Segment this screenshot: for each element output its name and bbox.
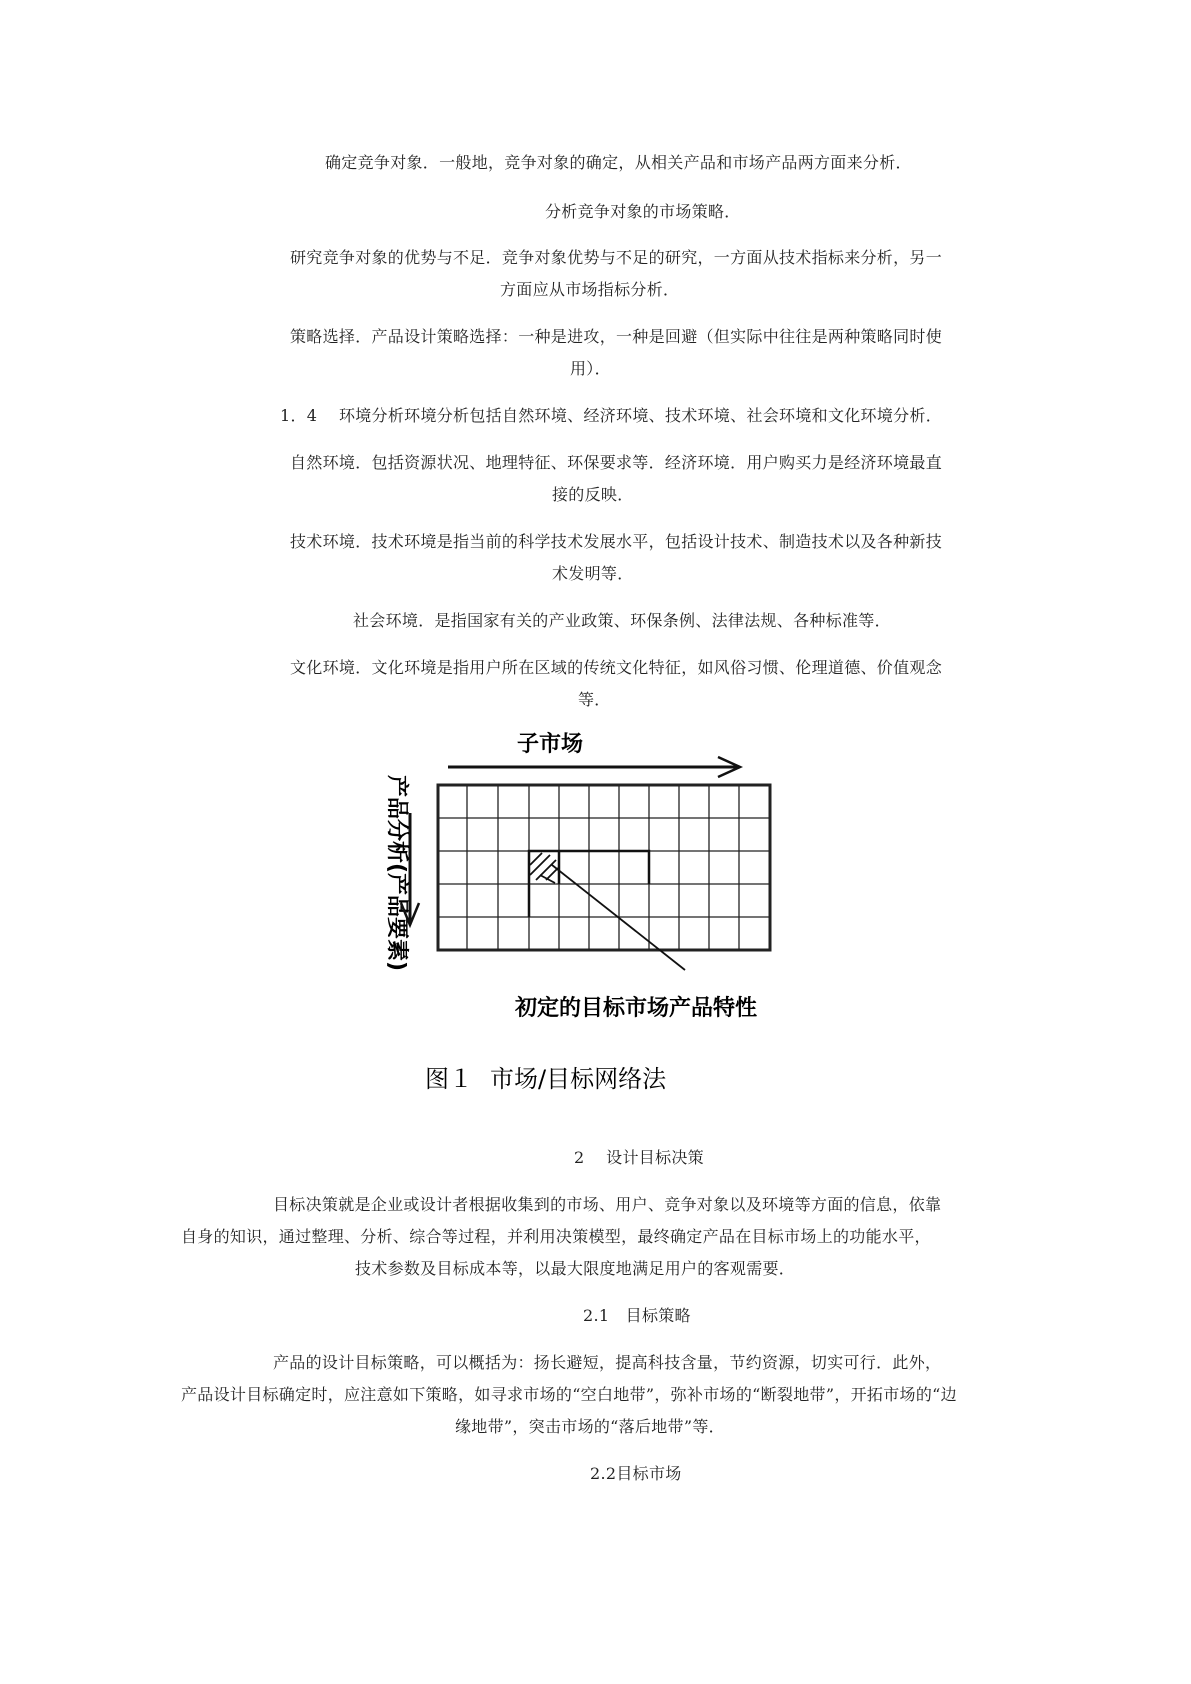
section-2-2-heading: 2.2目标市场 [590, 1464, 682, 1483]
para-target-strategy-line3: 缘地带”，突击市场的“落后地带”等． [455, 1417, 725, 1436]
para-research-line2: 方面应从市场指标分析． [500, 280, 680, 299]
figure-caption-number: 图１ [425, 1065, 473, 1093]
para-environment-heading: 1．4 环境分析环境分析包括自然环境、经济环境、技术环境、社会环境和文化环境分析． [280, 406, 943, 425]
para-culture-line1: 文化环境．文化环境是指用户所在区域的传统文化特征，如风俗习惯、伦理道德、价值观念 [290, 658, 943, 677]
para-decision-line2: 自身的知识，通过整理、分析、综合等过程，并利用决策模型，最终确定产品在目标市场上的功能水平， [181, 1227, 931, 1246]
para-strategy-line2: 用）． [570, 359, 611, 378]
section-2-1-heading: 2.1 目标策略 [583, 1306, 691, 1325]
para-determine-competitor: 确定竞争对象．一般地，竞争对象的确定，从相关产品和市场产品两方面来分析． [325, 153, 912, 172]
para-strategy-line1: 策略选择．产品设计策略选择：一种是进攻，一种是回避（但实际中往往是两种策略同时使 [290, 327, 943, 346]
para-decision-line3: 技术参数及目标成本等，以最大限度地满足用户的客观需要． [355, 1259, 796, 1278]
para-tech-line2: 术发明等． [552, 564, 634, 583]
para-decision-line1: 目标决策就是企业或设计者根据收集到的市场、用户、竞争对象以及环境等方面的信息，依靠 [273, 1195, 942, 1214]
figure-market-grid [360, 725, 830, 1125]
para-social: 社会环境．是指国家有关的产业政策、环保条例、法律法规、各种标准等． [353, 611, 891, 630]
para-natural-line2: 接的反映． [552, 485, 634, 504]
figure-top-label: 子市场 [516, 732, 584, 757]
figure-caption-title: 市场/目标网络法 [490, 1065, 667, 1093]
figure-left-label: 产品分析(产品要素) [384, 775, 409, 972]
para-natural-line1: 自然环境．包括资源状况、地理特征、环保要求等．经济环境．用户购买力是经济环境最直 [290, 453, 943, 472]
para-culture-line2: 等． [578, 690, 611, 709]
para-target-strategy-line1: 产品的设计目标策略，可以概括为：扬长避短，提高科技含量，节约资源，切实可行．此外， [273, 1353, 942, 1372]
market-grid-diagram [360, 725, 830, 1125]
para-analyze-strategy: 分析竞争对象的市场策略． [545, 202, 741, 221]
para-tech-line1: 技术环境．技术环境是指当前的科学技术发展水平，包括设计技术、制造技术以及各种新技 [290, 532, 943, 551]
para-target-strategy-line2: 产品设计目标确定时，应注意如下策略，如寻求市场的“空白地带”，弥补市场的“断裂地带”，开拓市场的“边 [181, 1385, 957, 1404]
grid-lines [438, 785, 770, 950]
para-research-line1: 研究竞争对象的优势与不足．竞争对象优势与不足的研究，一方面从技术指标来分析，另一 [290, 248, 943, 267]
hatched-cell [530, 853, 558, 883]
section-2-heading: 2 设计目标决策 [574, 1148, 704, 1167]
figure-bottom-label: 初定的目标市场产品特性 [515, 996, 758, 1021]
